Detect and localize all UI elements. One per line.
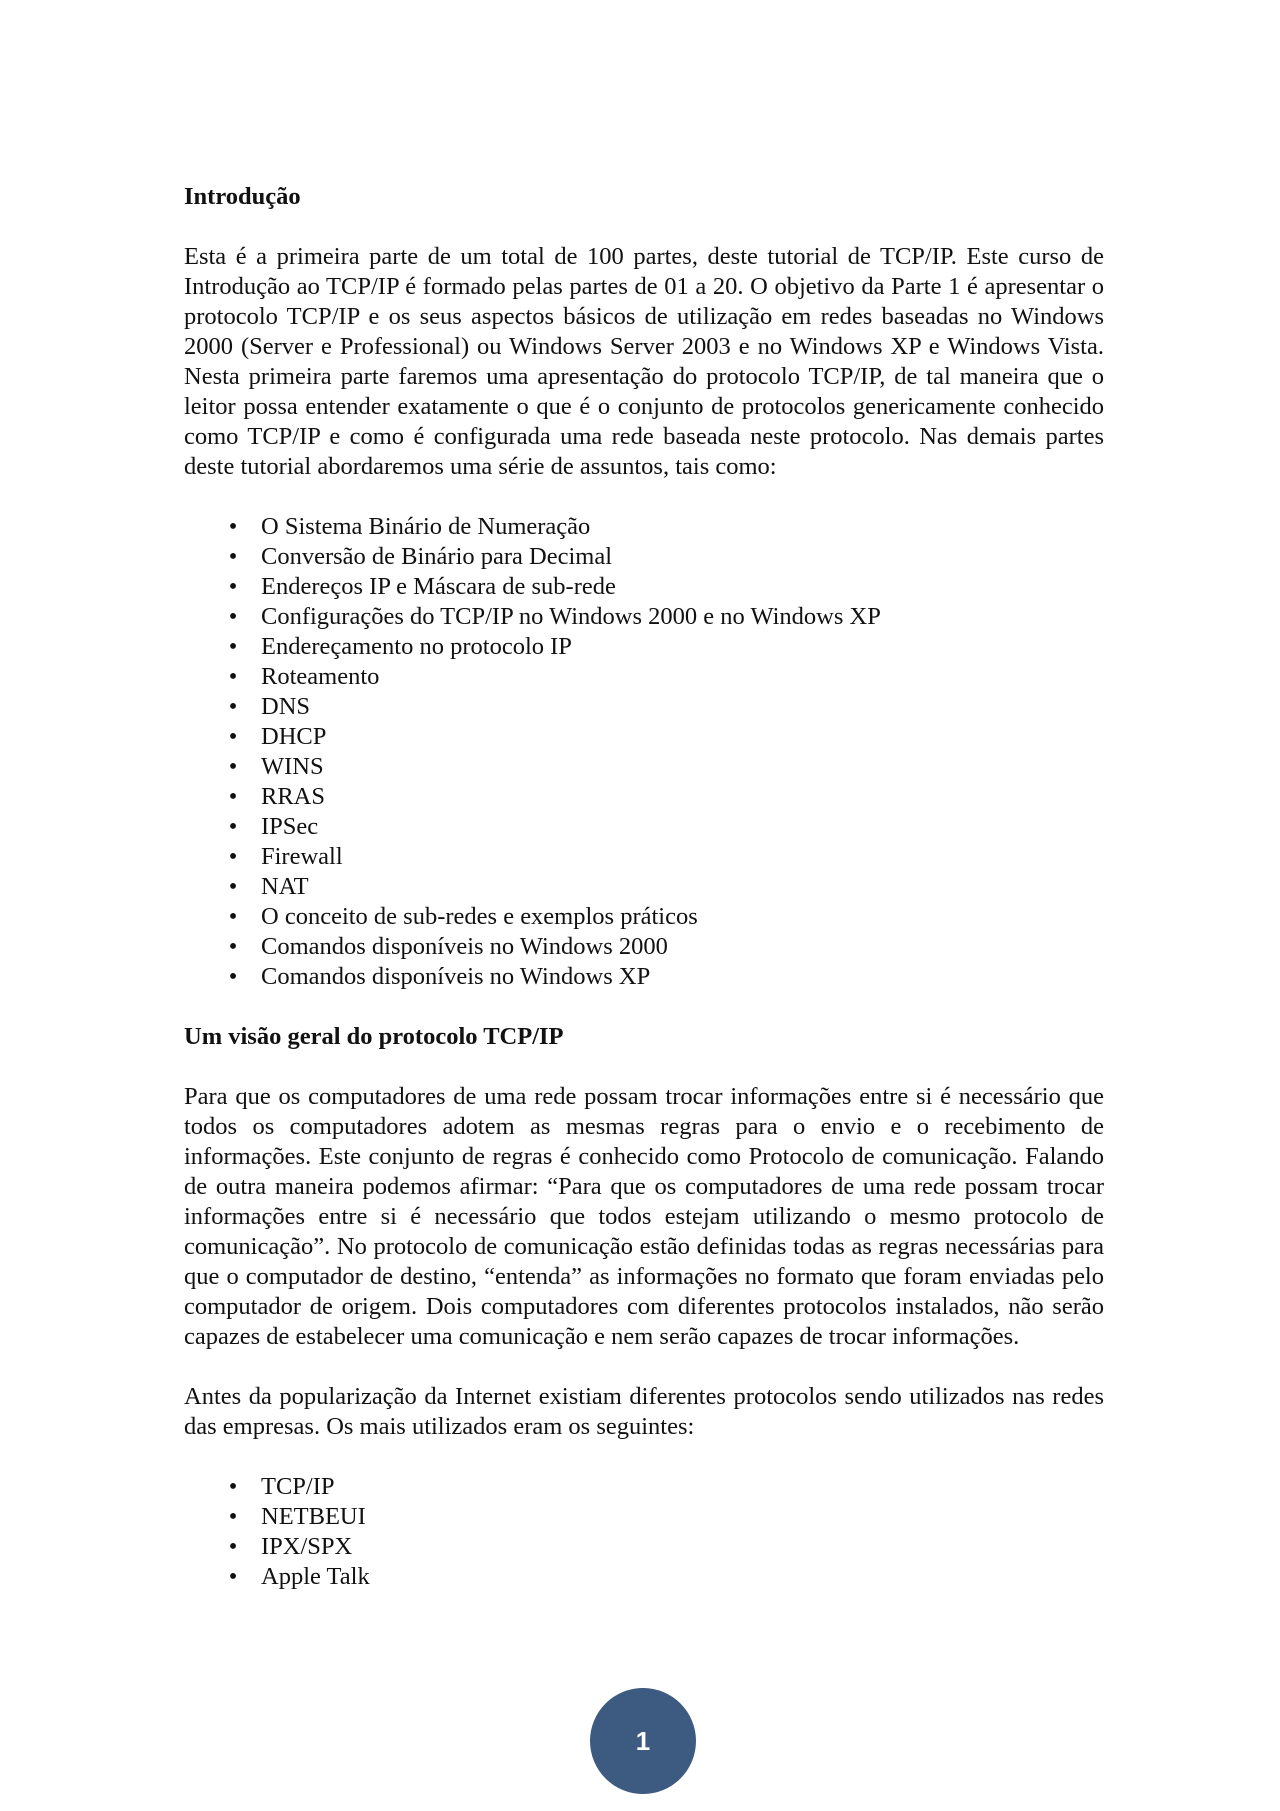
intro-heading: Introdução [184, 183, 301, 210]
bullet-icon: • [228, 633, 238, 660]
list-item-text: DNS [261, 693, 311, 720]
bullet-icon: • [228, 573, 238, 600]
list-item [184, 902, 1104, 932]
list-item [184, 542, 1104, 572]
list-item [184, 752, 1104, 782]
list-item-text: Endereçamento no protocolo IP [261, 633, 572, 660]
bullet-icon: • [228, 963, 238, 990]
list-item-text: Conversão de Binário para Decimal [261, 543, 613, 570]
protocols-list [184, 1472, 1104, 1592]
bullet-icon: • [228, 1473, 238, 1500]
bullet-icon: • [228, 873, 238, 900]
bullet-icon: • [228, 1563, 238, 1590]
bullet-icon: • [228, 903, 238, 930]
overview-paragraph-1: Para que os computadores de uma rede possam trocar informações entre si é necessário que todos os computadores adotem as mesmas regras para o envio e o recebimento de informações. Este conjunto de regras é conhecido como Protocolo de comunicação. Falando de outra maneira podemos afirmar: “Para que os computadores de uma rede possam trocar informações entre si é necessário que todos estejam utilizando o mesmo protocolo de comunicação”. No protocolo de comunicação estão definidas todas as regras necessárias para que o computador de destino, “entenda” as informações no formato que foram enviadas pelo computador de origem. Dois computadores com diferentes protocolos instalados, não serão capazes de estabelecer uma comunicação e nem serão capazes de trocar informações. [184, 1083, 1104, 1350]
bullet-icon: • [228, 1503, 238, 1530]
list-item-text: DHCP [261, 723, 327, 750]
list-item [184, 812, 1104, 842]
list-item [184, 572, 1104, 602]
list-item [184, 662, 1104, 692]
bullet-icon: • [228, 753, 238, 780]
list-item [184, 932, 1104, 962]
list-item-text: Comandos disponíveis no Windows 2000 [261, 933, 668, 960]
list-item-text: O Sistema Binário de Numeração [261, 513, 591, 540]
list-item-text: RRAS [261, 783, 326, 810]
overview-heading: Um visão geral do protocolo TCP/IP [184, 1023, 564, 1050]
list-item-text: Firewall [261, 843, 343, 870]
list-item-text: NAT [261, 873, 309, 900]
list-item [184, 722, 1104, 752]
list-item-text: IPSec [261, 813, 319, 840]
bullet-icon: • [228, 933, 238, 960]
list-item [184, 602, 1104, 632]
list-item-text: IPX/SPX [261, 1533, 353, 1560]
list-item-text: TCP/IP [261, 1473, 335, 1500]
page-number-badge [590, 1688, 696, 1794]
topics-list [184, 512, 1104, 992]
bullet-icon: • [228, 843, 238, 870]
list-item-text: NETBEUI [261, 1503, 366, 1530]
overview-paragraph-2: Antes da popularização da Internet existiam diferentes protocolos sendo utilizados nas redes das empresas. Os mais utilizados eram os seguintes: [184, 1383, 1104, 1440]
list-item [184, 782, 1104, 812]
bullet-icon: • [228, 1533, 238, 1560]
list-item-text: Configurações do TCP/IP no Windows 2000 e no Windows XP [261, 603, 881, 630]
list-item-text: Roteamento [261, 663, 380, 690]
document-page [184, 182, 1104, 1622]
list-item [184, 872, 1104, 902]
list-item [184, 1502, 1104, 1532]
bullet-icon: • [228, 663, 238, 690]
list-item [184, 692, 1104, 722]
bullet-icon: • [228, 603, 238, 630]
bullet-icon: • [228, 693, 238, 720]
list-item-text: Endereços IP e Máscara de sub-rede [261, 573, 616, 600]
list-item [184, 962, 1104, 992]
list-item [184, 1562, 1104, 1592]
list-item [184, 1532, 1104, 1562]
intro-paragraph: Esta é a primeira parte de um total de 100 partes, deste tutorial de TCP/IP. Este curso de Introdução ao TCP/IP é formado pelas partes de 01 a 20. O objetivo da Parte 1 é apresentar o protocolo TCP/IP e os seus aspectos básicos de utilização em redes baseadas no Windows 2000 (Server e Professional) ou Windows Server 2003 e no Windows XP e Windows Vista. Nesta primeira parte faremos uma apresentação do protocolo TCP/IP, de tal maneira que o leitor possa entender exatamente o que é o conjunto de protocolos genericamente conhecido como TCP/IP e como é configurada uma rede baseada neste protocolo. Nas demais partes deste tutorial abordaremos uma série de assuntos, tais como: [184, 243, 1104, 480]
list-item [184, 842, 1104, 872]
list-item [184, 1472, 1104, 1502]
list-item-text: WINS [261, 753, 324, 780]
list-item-text: Apple Talk [261, 1563, 370, 1590]
list-item-text: O conceito de sub-redes e exemplos práticos [261, 903, 698, 930]
bullet-icon: • [228, 513, 238, 540]
bullet-icon: • [228, 783, 238, 810]
list-item [184, 632, 1104, 662]
list-item-text: Comandos disponíveis no Windows XP [261, 963, 651, 990]
bullet-icon: • [228, 813, 238, 840]
page-number: 1 [635, 1725, 651, 1756]
bullet-icon: • [228, 543, 238, 570]
list-item [184, 512, 1104, 542]
bullet-icon: • [228, 723, 238, 750]
